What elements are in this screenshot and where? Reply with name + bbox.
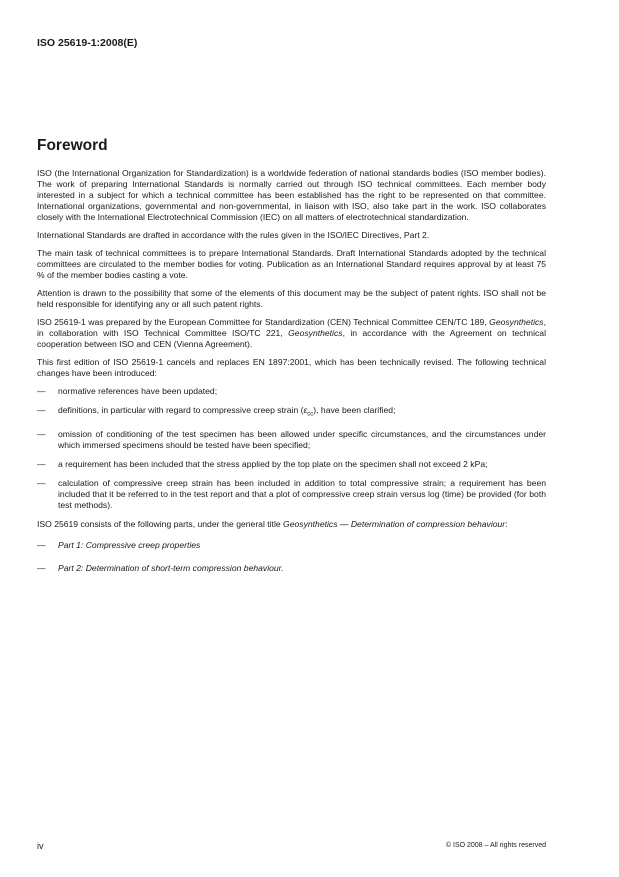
- paragraph-parts-intro: [37, 519, 546, 530]
- list-item-part: [37, 540, 546, 551]
- list-item-change: [37, 459, 546, 470]
- change-text-b: ), have been clarified;: [313, 405, 396, 415]
- part-text: Part 2: Determination of short-term compression behaviour.: [58, 562, 284, 573]
- dash-bullet: —: [37, 477, 46, 488]
- dash-bullet: —: [37, 386, 46, 396]
- prep-text-a: ISO 25619-1 was prepared by the European Committee for Standardization (CEN) Technical Committee CEN/TC 189,: [37, 317, 490, 327]
- copyright-notice: © ISO 2008 – All rights reserved: [445, 842, 546, 849]
- paragraph-directives: International Standards are drafted in accordance with the rules given in the ISO/IEC Directives, Part 2.: [37, 230, 430, 240]
- parts-intro-title: Geosynthetics — Determination of compression behaviour: [283, 518, 506, 529]
- list-item-part: [37, 563, 546, 574]
- list-item-change: [37, 386, 546, 397]
- prep-text-c: , in collaboration with ISO Technical Committee ISO/TC 221,: [37, 317, 546, 338]
- page-number: iv: [37, 841, 44, 851]
- dash-bullet: —: [37, 458, 46, 469]
- paragraph-preparation: [37, 317, 546, 350]
- prep-text-b: Geosynthetics: [489, 317, 544, 327]
- foreword-body: [37, 168, 546, 582]
- change-text: a requirement has been included that the stress applied by the top plate on the specimen shall not exceed 2 kPa;: [58, 458, 488, 469]
- change-text: omission of conditioning of the test specimen has been allowed under specific circumstances, and the circumstances under which immersed specimens should be tested have been specified;: [58, 428, 546, 450]
- dash-bullet: —: [37, 539, 46, 550]
- parts-intro-a: ISO 25619 consists of the following parts, under the general title: [37, 518, 284, 529]
- paragraph-committees: The main task of technical committees is to prepare International Standards. Draft International Standards adopted by the technical committees are circulated to the member bodies for voting. Publication as an International Standard requires approval by at least 75 % of the member bodies casting a vote.: [37, 248, 546, 280]
- paragraph-edition: This first edition of ISO 25619-1 cancels and replaces EN 1897:2001, which has been technically revised. The following technical changes have been introduced:: [37, 357, 546, 378]
- list-item-change: [37, 429, 546, 451]
- strain-subscript: cc: [307, 411, 314, 418]
- prep-text-d: Geosynthetics: [288, 328, 343, 338]
- list-item-change: [37, 405, 546, 421]
- list-item-change: [37, 478, 546, 511]
- change-text-a: definitions, in particular with regard to compressive creep strain (: [58, 405, 304, 415]
- strain-symbol: ε: [303, 405, 308, 415]
- change-text: calculation of compressive creep strain has been included in addition to total compressive strain; a requirement has been included that it be referred to in the test report and that a plot of compressive creep strain versus log (time) be provided (for both test methods).: [58, 477, 546, 510]
- part-text: Part 1: Compressive creep properties: [58, 539, 201, 550]
- paragraph-patent-rights: Attention is drawn to the possibility that some of the elements of this document may be the subject of patent rights. ISO shall not be held responsible for identifying any or all such patent rights.: [37, 288, 546, 309]
- parts-intro-c: :: [505, 518, 508, 529]
- prep-text-e: , in accordance with the Agreement on technical cooperation between ISO and CEN (Vienna Agreement).: [37, 328, 546, 349]
- document-id: ISO 25619-1:2008(E): [37, 37, 138, 49]
- change-text: normative references have been updated;: [58, 386, 218, 396]
- paragraph-iso-overview: ISO (the International Organization for Standardization) is a worldwide federation of national standards bodies (ISO member bodies). The work of preparing International Standards is normally carried out through ISO technical committees. Each member body interested in a subject for which a technical committee has been established has the right to be represented on that committee. International organizations, governmental and non-governmental, in liaison with ISO, also take part in the work. ISO collaborates closely with the International Electrotechnical Commission (IEC) on all matters of electrotechnical standardization.: [37, 168, 546, 222]
- dash-bullet: —: [37, 405, 46, 415]
- page-title: Foreword: [37, 137, 108, 154]
- dash-bullet: —: [37, 428, 46, 439]
- dash-bullet: —: [37, 562, 46, 573]
- change-text: [58, 405, 546, 421]
